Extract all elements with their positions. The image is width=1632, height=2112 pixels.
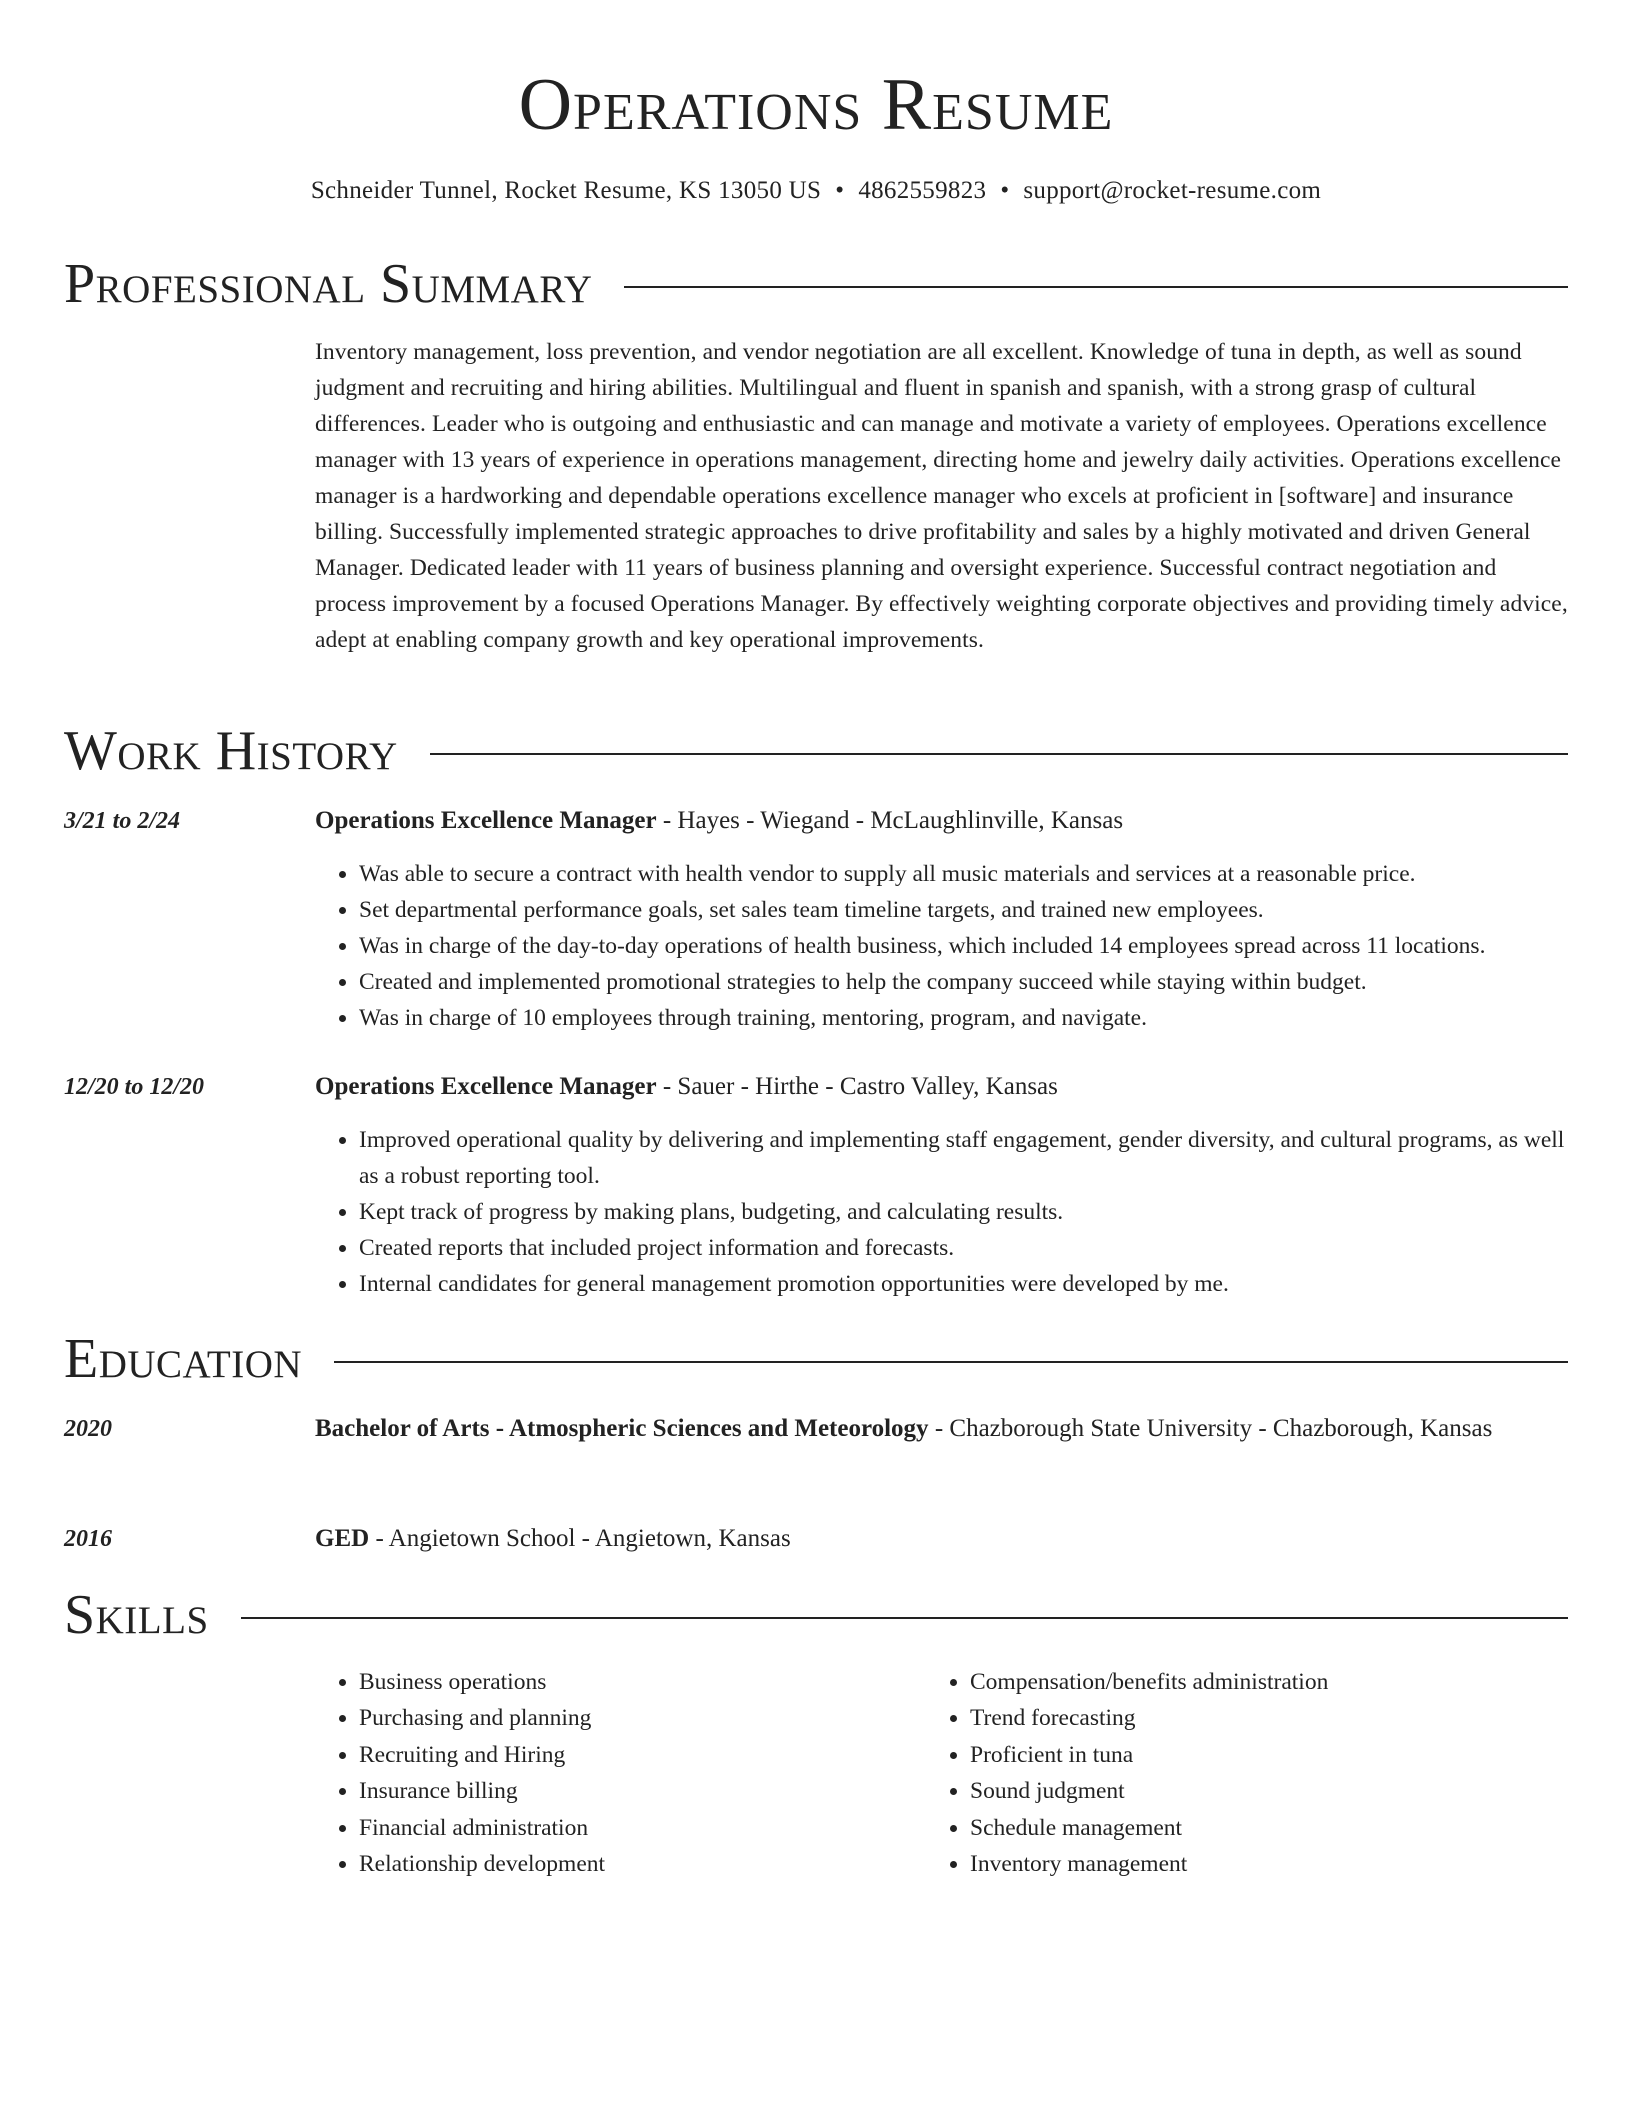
section-divider [624, 286, 1568, 288]
section-header-work-history [64, 719, 1568, 783]
list-item: • Created reports that included project information and forecasts. [359, 1230, 1568, 1266]
contact-separator: • [1000, 177, 1010, 204]
section-divider [241, 1617, 1568, 1619]
list-item: • Improved operational quality by delivering and implementing staff engagement, gender diversity, and cultural programs, as well as a robust reporting tool. [359, 1122, 1568, 1194]
education-details: - Chazborough State University - Chazborough, Kansas [928, 1415, 1493, 1442]
skill-item: • Proficient in tuna [970, 1737, 1526, 1773]
job-heading [315, 802, 1568, 840]
section-divider [430, 753, 1568, 755]
section-divider [334, 1361, 1568, 1363]
list-item: • Internal candidates for general management promotion opportunities were developed by me. [359, 1266, 1568, 1302]
list-item: • Was in charge of the day-to-day operations of health business, which included 14 employees spread across 11 locations. [359, 928, 1568, 964]
skill-item: • Compensation/benefits administration [970, 1664, 1526, 1700]
list-item: • Was able to secure a contract with health vendor to supply all music materials and services at a reasonable price. [359, 856, 1568, 892]
section-header-summary [64, 252, 1568, 316]
education-degree: GED [315, 1525, 370, 1552]
contact-line [64, 176, 1568, 206]
job-position: Operations Excellence Manager [315, 807, 657, 834]
skills-list-right [926, 1664, 1526, 1882]
skill-item: • Relationship development [359, 1846, 915, 1882]
section-title: Work History [64, 720, 398, 782]
list-item: • Kept track of progress by making plans, budgeting, and calculating results. [359, 1194, 1568, 1230]
education-heading [315, 1410, 1568, 1448]
skill-item: • Recruiting and Hiring [359, 1737, 915, 1773]
job-bullets [315, 856, 1568, 1036]
section-header-skills [64, 1583, 1568, 1647]
education-year: 2020 [64, 1416, 112, 1442]
list-item: • Was in charge of 10 employees through training, mentoring, program, and navigate. [359, 1000, 1568, 1036]
job-details: - Hayes - Wiegand - McLaughlinville, Kansas [656, 807, 1124, 834]
summary-text: Inventory management, loss prevention, and vendor negotiation are all excellent. Knowledge of tuna in depth, as well as sound judgment and recruiting and hiring abilities. Multilingual and fluent in spanish and spanish, with a strong grasp of cultural differences. Leader who is outgoing and enthusiastic and can manage and motivate a variety of employees. Operations excellence manager with 13 years of experience in operations management, directing home and jewelry daily activities. Operations excellence manager is a hardworking and dependable operations excellence manager who excels at proficient in [software] and insurance billing. Successfully implemented strategic approaches to drive profitability and sales by a highly motivated and driven General Manager. Dedicated leader with 11 years of business planning and oversight experience. Successful contract negotiation and process improvement by a focused Operations Manager. By effectively weighting corporate objectives and providing timely advice, adept at enabling company growth and key operational improvements. [315, 339, 1568, 653]
list-item: • Created and implemented promotional strategies to help the company succeed while staying within budget. [359, 964, 1568, 1000]
skill-item: • Purchasing and planning [359, 1700, 915, 1736]
skill-item: • Schedule management [970, 1810, 1526, 1846]
resume-name: Operations Resume [518, 64, 1114, 146]
job-heading [315, 1068, 1568, 1106]
job-bullets [315, 1122, 1568, 1302]
education-degree: Bachelor of Arts - Atmospheric Sciences and Meteorology [315, 1415, 929, 1442]
job-details: - Sauer - Hirthe - Castro Valley, Kansas [656, 1073, 1058, 1100]
skills-list-left [315, 1664, 915, 1882]
education-year: 2016 [64, 1526, 112, 1552]
skill-item: • Business operations [359, 1664, 915, 1700]
skill-item: • Sound judgment [970, 1773, 1526, 1809]
skill-item: • Inventory management [970, 1846, 1526, 1882]
contact-phone: 4862559823 [858, 177, 987, 204]
skill-item: • Trend forecasting [970, 1700, 1526, 1736]
education-details: - Angietown School - Angietown, Kansas [369, 1525, 791, 1552]
contact-separator: • [835, 177, 845, 204]
section-title: Education [64, 1328, 303, 1390]
contact-address: Schneider Tunnel, Rocket Resume, KS 13050 US [310, 177, 822, 204]
section-title: Skills [64, 1584, 209, 1646]
job-position: Operations Excellence Manager [315, 1073, 657, 1100]
section-header-education [64, 1327, 1568, 1391]
skill-item: • Insurance billing [359, 1773, 915, 1809]
education-heading [315, 1520, 1568, 1558]
skill-item: • Financial administration [359, 1810, 915, 1846]
job-dates: 3/21 to 2/24 [64, 808, 181, 834]
job-dates: 12/20 to 12/20 [64, 1074, 205, 1100]
contact-email: support@rocket-resume.com [1023, 177, 1322, 204]
section-title: Professional Summary [64, 253, 593, 315]
list-item: • Set departmental performance goals, set sales team timeline targets, and trained new employees. [359, 892, 1568, 928]
